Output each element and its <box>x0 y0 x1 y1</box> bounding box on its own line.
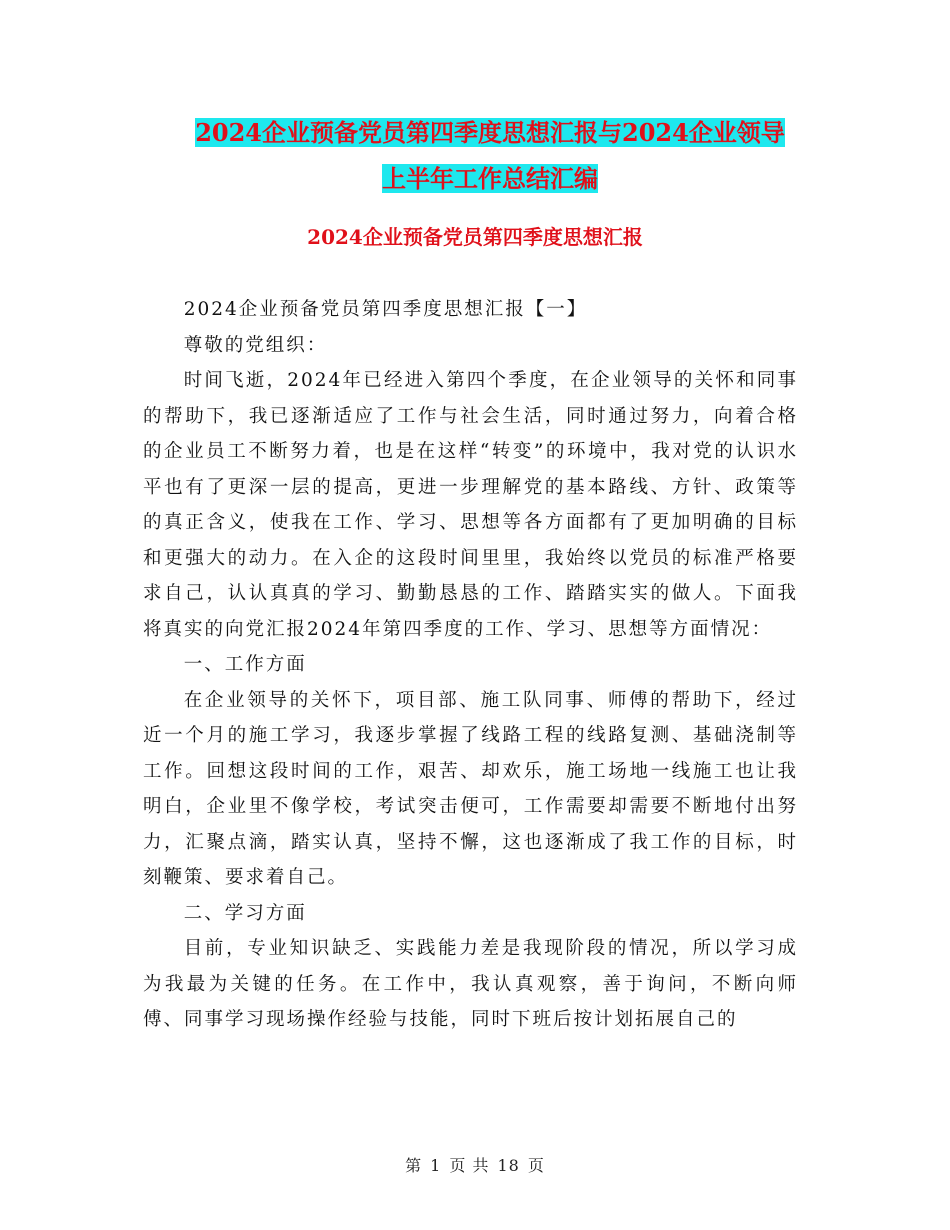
document-body <box>143 292 798 1038</box>
title-line-1: 2024企业预备党员第四季度思想汇报与2024企业领导 <box>195 118 785 147</box>
paragraph-study: 目前，专业知识缺乏、实践能力差是我现阶段的情况，所以学习成为我最为关键的任务。在工作中，我认真观察，善于询问，不断向师傅、同事学习现场操作经验与技能，同时下班后按计划拓展自己的 <box>143 938 798 1030</box>
paragraph-report-heading: 2024企业预备党员第四季度思想汇报【一】 <box>183 299 588 320</box>
footer-prefix: 第 <box>405 1156 423 1175</box>
footer-suffix: 页 <box>527 1156 545 1175</box>
section-title: 2024企业预备党员第四季度思想汇报 <box>307 225 643 249</box>
paragraph-intro: 时间飞逝，2024年已经进入第四个季度，在企业领导的关怀和同事的帮助下，我已逐渐适应了工作与社会生活，同时通过努力，向着合格的企业员工不断努力着，也是在这样“转变”的环境中，我对党的认识水平也有了更深一层的提高，更进一步理解党的基本路线、方针、政策等的真正含义，使我在工作、学习、思想等各方面都有了更加明确的目标和更强大的动力。在入企的这段时间里里，我始终以党员的标准严格要求自己，认认真真的学习、勤勤恳恳的工作、踏踏实实的做人。下面我将真实的向党汇报2024年第四季度的工作、学习、思想等方面情况： <box>143 370 798 640</box>
footer-mid: 页 共 <box>449 1156 490 1175</box>
footer-page-number: 1 <box>430 1156 442 1175</box>
paragraph-work: 在企业领导的关怀下，项目部、施工队同事、师傅的帮助下，经过近一个月的施工学习，我逐步掌握了线路工程的线路复测、基础浇制等工作。回想这段时间的工作，艰苦、却欢乐，施工场地一线施工也让我明白，企业里不像学校，考试突击便可，工作需要却需要不断地付出努力，汇聚点滴，踏实认真，坚持不懈，这也逐渐成了我工作的目标，时刻鞭策、要求着自己。 <box>143 689 798 888</box>
heading-work: 一、工作方面 <box>183 654 307 675</box>
page-footer <box>0 1153 950 1176</box>
footer-total-pages: 18 <box>497 1156 520 1175</box>
paragraph-salutation: 尊敬的党组织： <box>183 334 328 356</box>
title-line-2: 上半年工作总结汇编 <box>382 164 598 193</box>
heading-study: 二、学习方面 <box>183 902 307 924</box>
document-title <box>140 110 840 202</box>
